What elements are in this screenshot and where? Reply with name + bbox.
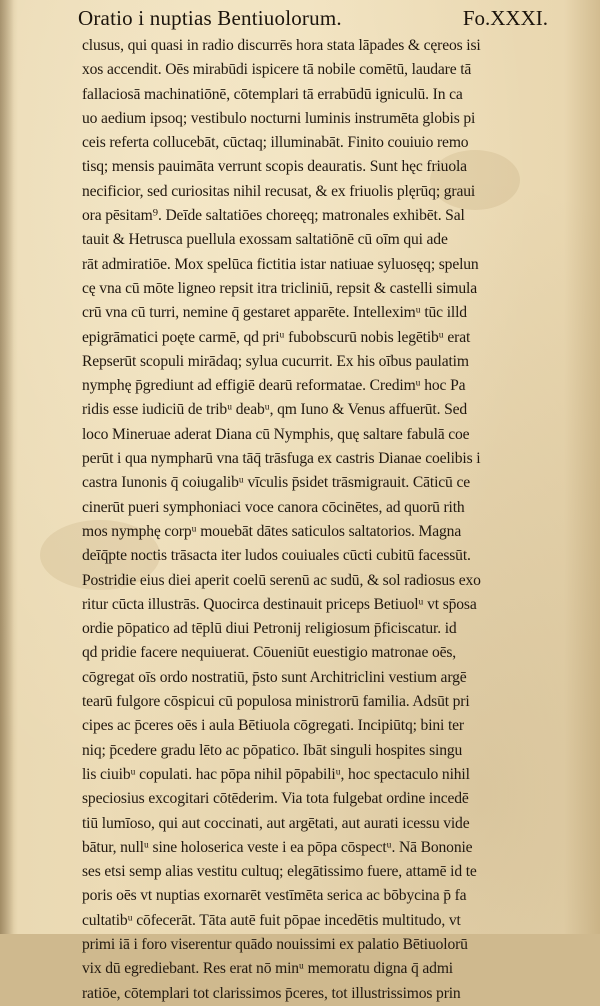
text-line: ordie pōpatico ad tēplū diui Petronij religiosum p̄ficiscatur. id — [82, 620, 457, 638]
text-line: xos accendit. Oēs mirabūdi ispicere tā nobile comētū, laudare tā — [82, 61, 472, 79]
text-line: loco Mineruae aderat Diana cū Nymphis, quę saltare fabulā coe — [82, 425, 470, 443]
text-line: cinerūt pueri symphoniaci voce canora cōcinētes, ad quorū rith — [82, 498, 465, 516]
text-line: cultatibᵘ cōfecerāt. Tāta autē fuit pōpae incedētis multitudo, vt — [82, 911, 461, 929]
body-text — [82, 34, 554, 1006]
text-line: cę vna cū mōte ligneo repsit itra tricliniū, repsit & castelli simula — [82, 279, 477, 297]
text-line: lis ciuibᵘ copulati. hac pōpa nihil pōpabiliᵘ, hoc spectaculo nihil — [82, 765, 470, 783]
text-line: perūt i qua nympharū vna tāq̄ trāsfuga ex castris Dianae coelibis i — [82, 450, 481, 468]
text-line: cōgregat oīs ordo nostratiū, p̄sto sunt Architriclini vestium argē — [82, 668, 467, 686]
text-line: bātur, nullᵘ sine holoserica veste i ea pōpa cōspectᵘ. Nā Bononie — [82, 838, 473, 856]
text-line: cipes ac p̄ceres oēs i aula Bētiuola cōgregati. Incipiūtq; bini ter — [82, 717, 464, 735]
text-line: speciosius excogitari cōtēderim. Via tota fulgebat ordine incedē — [82, 790, 469, 808]
text-line: rāt admiratiōe. Mox spelūca fictitia istar natiuae syluosęq; spelun — [82, 255, 479, 273]
folio-number: Fo.XXXI. — [462, 6, 548, 30]
text-line: Postridie eius diei aperit coelū serenū ac sudū, & sol radiosus exo — [82, 571, 481, 589]
running-head — [78, 6, 548, 36]
text-line: primi iā i foro viserentur quādo nouissimi ex palatio Bētiuolorū — [82, 935, 468, 953]
text-line: fallaciosā machinatiōnē, cōtemplari tā errabūdū igniculū. In ca — [82, 85, 463, 103]
text-line: Repserūt scopuli mirādaq; sylua cucurrit. Ex his oībus paulatim — [82, 352, 469, 370]
text-line: niq; p̄cedere gradu lēto ac pōpatico. Ibāt singuli hospites singu — [82, 741, 463, 759]
text-line: mos nymphę corpᵘ mouebāt dātes saticulos saltatorios. Magna — [82, 522, 462, 540]
text-line: nymphę p̄grediunt ad effigiē dearū reformatae. Credimᵘ hoc Pa — [82, 377, 466, 395]
text-line: tiū lumīoso, qui aut coccinati, aut argētati, aut aurati icessu vide — [82, 814, 470, 832]
text-line: ses etsi semp alias vestitu cultuq; elegātissimo fuere, attamē id te — [82, 863, 477, 881]
text-line: poris oēs vt nuptias exornarēt vestīmēta serica ac bōbycina p̄ fa — [82, 887, 467, 905]
text-line: ceis referta collucebāt, cūctaq; illuminabāt. Finito couiuio remo — [82, 134, 469, 152]
running-title: Oratio i nuptias Bentiuolorum. — [78, 6, 342, 30]
text-line: clusus, qui quasi in radio discurrēs hora stata lāpades & cęreos isi — [82, 37, 481, 54]
text-line: crū vna cū turri, nemine q̄ gestaret apparēte. Intelleximᵘ tūc illd — [82, 304, 467, 322]
text-line: ora pēsitam⁹. Deīde saltatiōes choreęq; matronales exhibēt. Sal — [82, 207, 465, 225]
text-line: tearū fulgore cōspicui cū populosa ministrorū familia. Adsūt pri — [82, 693, 470, 711]
text-line: epigrāmatici poęte carmē, qd priᵘ fubobscurū nobis legētibᵘ erat — [82, 328, 471, 346]
text-line: tauit & Hetrusca puellula exossam saltatiōnē cū oīm qui ade — [82, 231, 448, 249]
text-line: necificior, sed curiositas nihil recusat, & ex friuolis plęrūq; graui — [82, 182, 476, 200]
text-line: castra Iunonis q̄ coiugalibᵘ vīculis p̄sidet trāsmigrauit. Cāticū ce — [82, 474, 470, 492]
text-line: uo aedium ipsoq; vestibulo nocturni luminis instrumēta globis pi — [82, 109, 476, 127]
text-line: ritur cūcta illustrās. Quocirca destinauit priceps Betiuolᵘ vt sp̄osa — [82, 595, 477, 613]
text-line: vix dū egrediebant. Res erat nō minᵘ memoratu digna q̄ admi — [82, 960, 453, 978]
text-line: ratiōe, cōtemplari tot clarissimos p̄ceres, tot illustrissimos prin — [82, 984, 461, 1002]
page-gutter-shadow — [0, 0, 14, 934]
text-line: qd pridie facere nequiuerat. Cōueniūt euestigio matronae oēs, — [82, 644, 457, 662]
text-line: tisq; mensis pauimāta verrunt scopis deauratis. Sunt hęc friuola — [82, 158, 467, 176]
text-line: ridis esse iudiciū de tribᵘ deabᵘ, qm Iuno & Venus affuerūt. Sed — [82, 401, 468, 419]
text-line: deīq̄pte noctis trāsacta iter ludos couiuales cūcti cubitū facessūt. — [82, 547, 471, 565]
